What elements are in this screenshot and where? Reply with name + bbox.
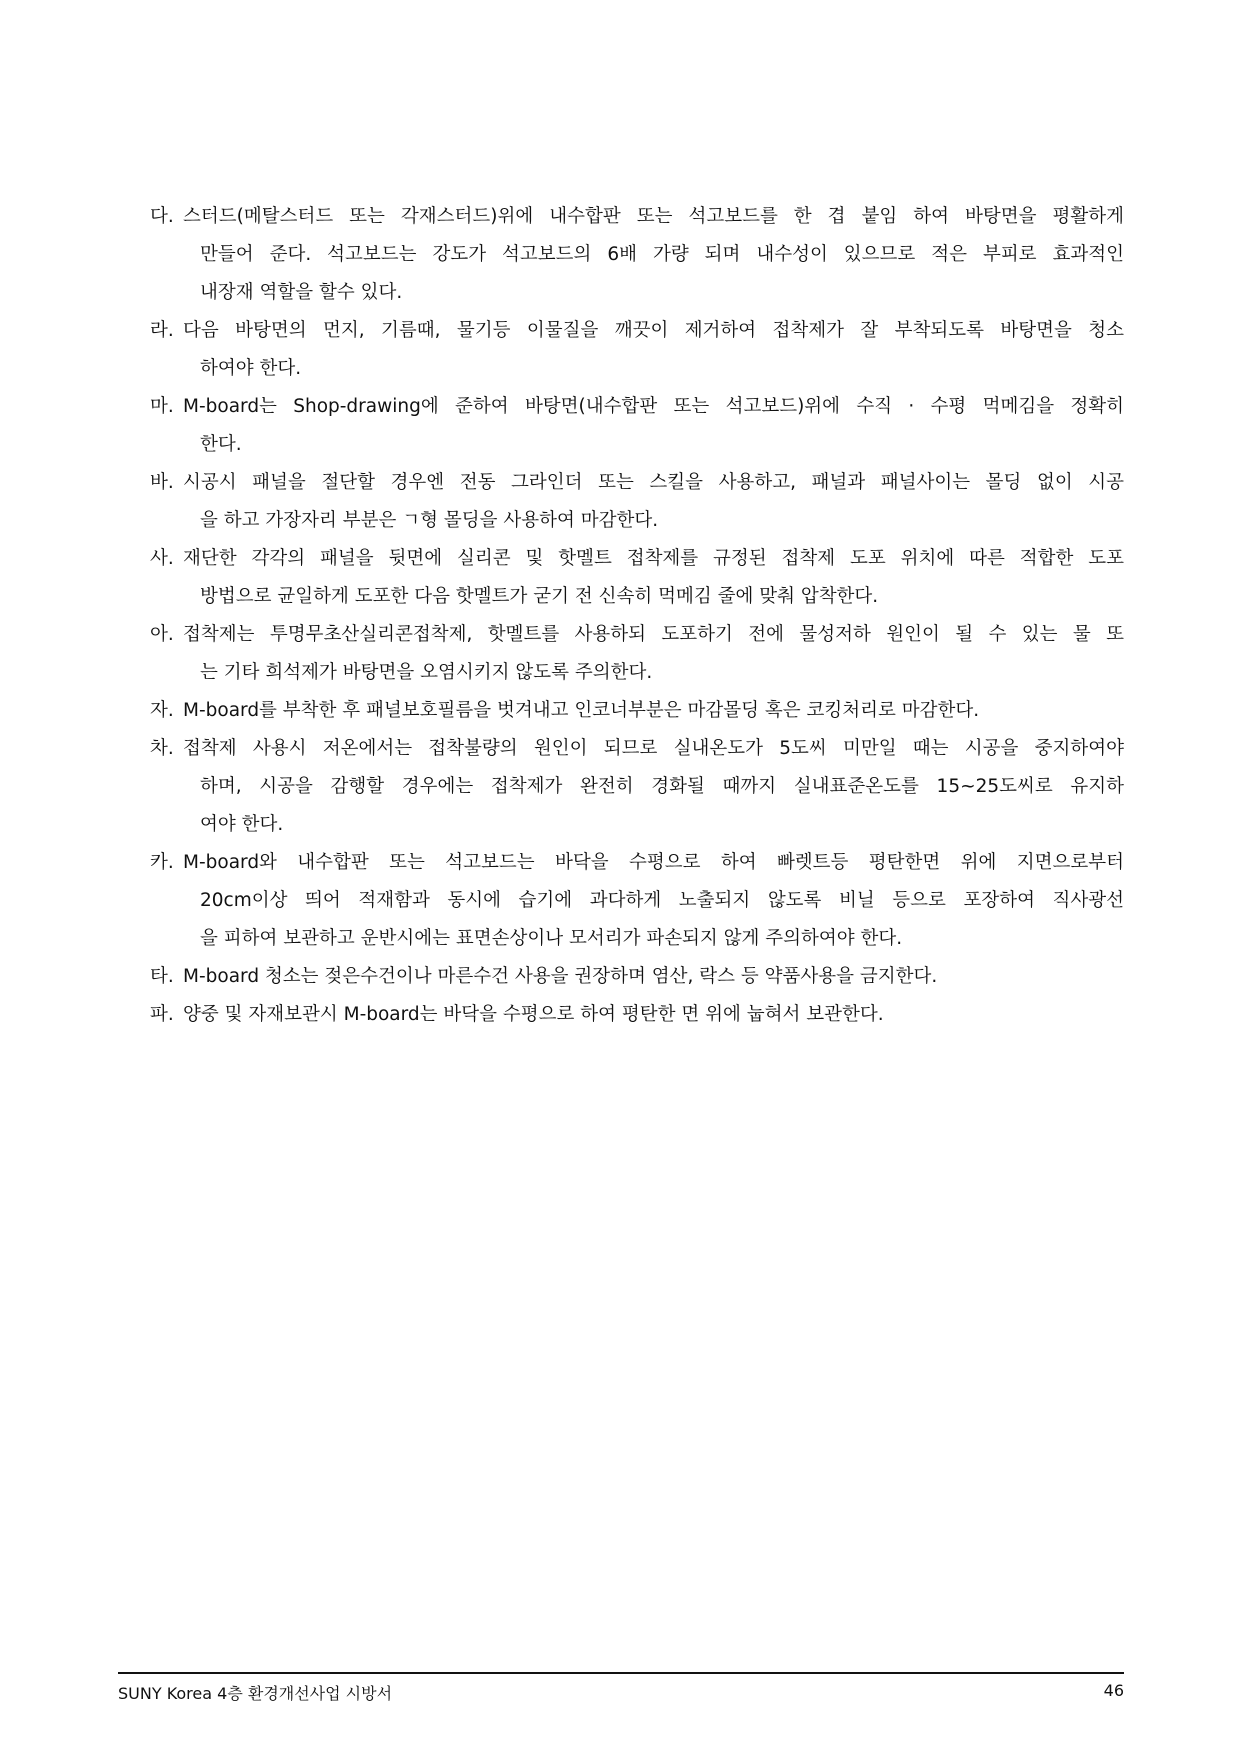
text-line: 하며, 시공을 감행할 경우에는 접착제가 완전히 경화될 때까지 실내표준온도를 15~25도씨로 유지하 [200,776,1124,797]
spec-item [150,730,1124,844]
text-line: 접착제 사용시 저온에서는 접착불량의 원인이 되므로 실내온도가 5도씨 미만일 때는 시공을 중지하여야 [183,738,1124,759]
item-text [183,958,1124,996]
spec-item [150,388,1124,464]
item-marker: 차. [150,738,174,759]
item-marker: 카. [150,852,174,873]
text-line: M-board는 Shop-drawing에 준하여 바탕면(내수합판 또는 석고보드)위에 수직 · 수평 먹메김을 정확히 [183,396,1124,417]
text-line: 재단한 각각의 패널을 뒷면에 실리콘 및 핫멜트 접착제를 규정된 접착제 도포 위치에 따른 적합한 도포 [183,548,1124,569]
text-line: 여야 한다. [200,814,284,835]
item-marker: 자. [150,700,174,721]
item-text [183,312,1124,388]
footer-title: SUNY Korea 4층 환경개선사업 시방서 [118,1684,393,1703]
text-line: 만들어 준다. 석고보드는 강도가 석고보드의 6배 가량 되며 내수성이 있으므로 적은 부피로 효과적인 [200,244,1124,265]
text-line: 양중 및 자재보관시 M-board는 바닥을 수평으로 하여 평탄한 면 위에 눕혀서 보관한다. [183,1004,884,1025]
spec-item [150,692,1124,730]
item-text [183,388,1124,464]
item-text [183,616,1124,692]
text-line: 시공시 패널을 절단할 경우엔 전동 그라인더 또는 스킬을 사용하고, 패널과 패널사이는 몰딩 없이 시공 [183,472,1124,493]
item-text [183,198,1124,312]
spec-item [150,464,1124,540]
item-text [183,540,1124,616]
spec-item [150,616,1124,692]
text-line: M-board 청소는 젖은수건이나 마른수건 사용을 권장하며 염산, 락스 등 약품사용을 금지한다. [183,966,938,987]
text-line: 다음 바탕면의 먼지, 기름때, 물기등 이물질을 깨끗이 제거하여 접착제가 잘 부착되도록 바탕면을 청소 [183,320,1124,341]
item-marker: 다. [150,206,174,227]
document-body [150,198,1124,1034]
text-line: 스터드(메탈스터드 또는 각재스터드)위에 내수합판 또는 석고보드를 한 겹 붙임 하여 바탕면을 평활하게 [183,206,1124,227]
spec-item [150,312,1124,388]
item-marker: 아. [150,624,174,645]
item-marker: 파. [150,1004,174,1025]
text-line: 방법으로 균일하게 도포한 다음 핫멜트가 굳기 전 신속히 먹메김 줄에 맞춰 압착한다. [200,586,879,607]
text-line: 내장재 역할을 할수 있다. [200,282,403,303]
item-text [183,464,1124,540]
item-text [183,996,1124,1034]
item-marker: 사. [150,548,174,569]
item-text [183,692,1124,730]
text-line: 을 하고 가장자리 부분은 ㄱ형 몰딩을 사용하여 마감한다. [200,510,659,531]
text-line: 접착제는 투명무초산실리콘접착제, 핫멜트를 사용하되 도포하기 전에 물성저하 원인이 될 수 있는 물 또 [183,624,1124,645]
item-marker: 바. [150,472,174,493]
item-marker: 라. [150,320,174,341]
text-line: 는 기타 희석제가 바탕면을 오염시키지 않도록 주의한다. [200,662,653,683]
text-line: 20cm이상 띄어 적재함과 동시에 습기에 과다하게 노출되지 않도록 비닐 등으로 포장하여 직사광선 [200,890,1124,911]
item-text [183,844,1124,958]
item-text [183,730,1124,844]
spec-item [150,198,1124,312]
spec-item [150,996,1124,1034]
text-line: 하여야 한다. [200,358,302,379]
text-line: 한다. [200,434,242,455]
page-number: 46 [1103,1681,1124,1700]
item-marker: 마. [150,396,174,417]
spec-item [150,958,1124,996]
footer-divider [118,1672,1124,1674]
text-line: M-board를 부착한 후 패널보호필름을 벗겨내고 인코너부분은 마감몰딩 혹은 코킹처리로 마감한다. [183,700,980,721]
text-line: 을 피하여 보관하고 운반시에는 표면손상이나 모서리가 파손되지 않게 주의하여야 한다. [200,928,903,949]
spec-item [150,540,1124,616]
text-line: M-board와 내수합판 또는 석고보드는 바닥을 수평으로 하여 빠렛트등 평탄한면 위에 지면으로부터 [183,852,1124,873]
spec-item [150,844,1124,958]
item-marker: 타. [150,966,174,987]
